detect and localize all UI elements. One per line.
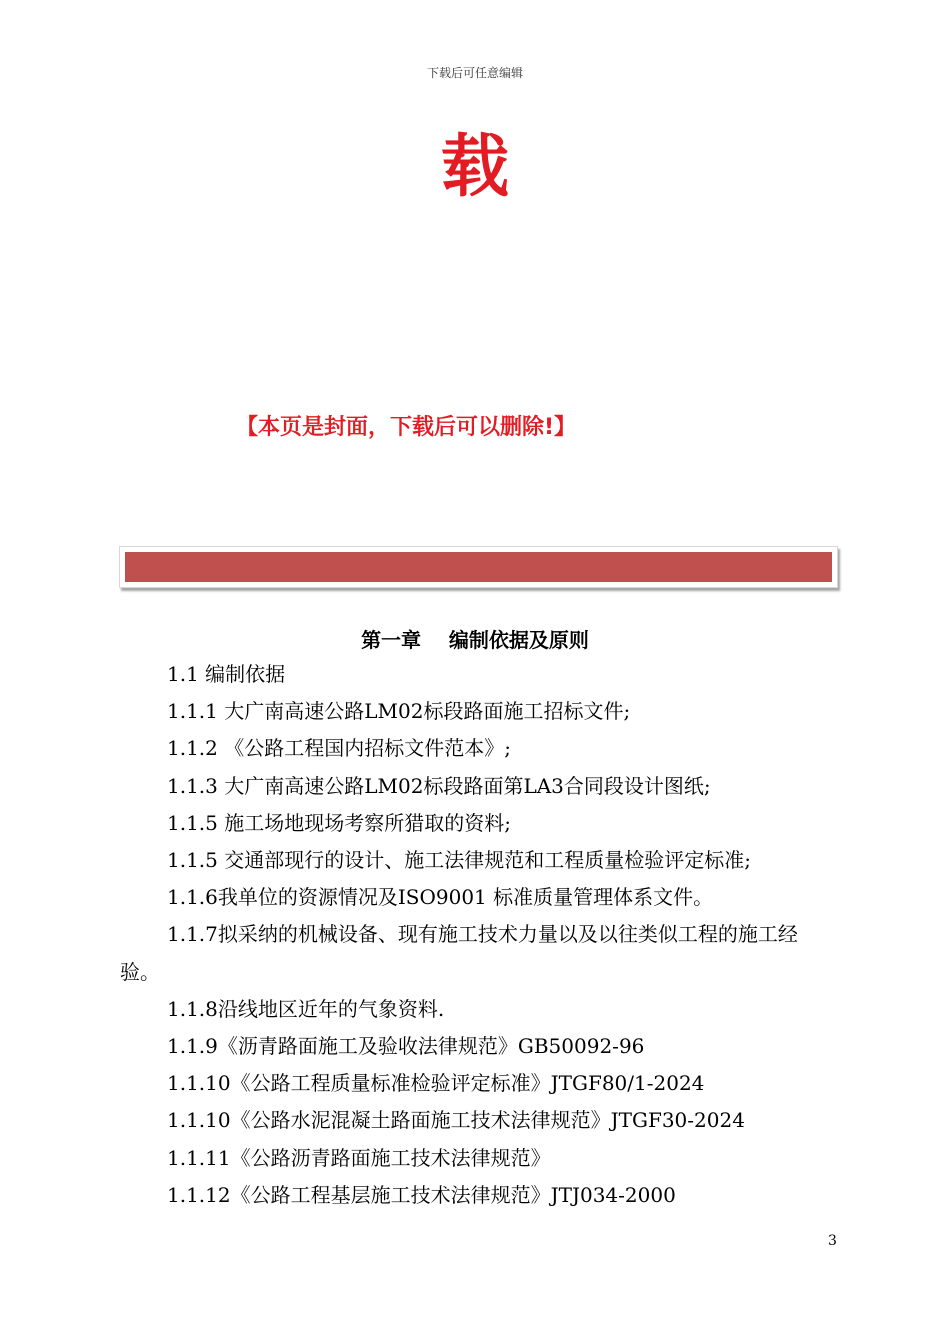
paragraph: 1.1.3 大广南高速公路LM02标段路面第LA3合同段设计图纸; <box>167 773 711 798</box>
paragraph: 1.1.5 交通部现行的设计、施工法律规范和工程质量检验评定标准; <box>167 848 751 873</box>
paragraph: 1.1.2 《公路工程国内招标文件范本》; <box>167 736 511 761</box>
document-body <box>120 656 825 1214</box>
paragraph: 1.1.7拟采纳的机械设备、现有施工技术力量以及以往类似工程的施工经验。 <box>120 922 798 984</box>
page-number: 3 <box>828 1233 837 1249</box>
paragraph: 1.1 编制依据 <box>167 662 286 686</box>
paragraph: 1.1.11《公路沥青路面施工技术法律规范》 <box>167 1145 551 1170</box>
paragraph: 1.1.10《公路水泥混凝土路面施工技术法律规范》JTGF30-2024 <box>167 1108 745 1133</box>
cover-note: 【本页是封面，下载后可以删除!】 <box>236 415 577 440</box>
chapter-title: 第一章 编制依据及原则 <box>361 628 589 652</box>
decorative-banner <box>119 546 838 588</box>
paragraph: 1.1.8沿线地区近年的气象资料. <box>167 996 445 1021</box>
paragraph: 1.1.6我单位的资源情况及ISO9001 标准质量管理体系文件。 <box>167 885 714 910</box>
banner-fill <box>125 552 832 582</box>
paragraph: 1.1.1 大广南高速公路LM02标段路面施工招标文件; <box>167 699 631 724</box>
paragraph: 1.1.9《沥青路面施工及验收法律规范》GB50092-96 <box>167 1034 645 1059</box>
paragraph: 1.1.12《公路工程基层施工技术法律规范》JTJ034-2000 <box>167 1182 676 1207</box>
paragraph: 1.1.10《公路工程质量标准检验评定标准》JTGF80/1-2024 <box>167 1071 705 1096</box>
page-header: 下载后可任意编辑 <box>426 66 523 80</box>
cover-big-character: 载 <box>440 128 509 207</box>
paragraph: 1.1.5 施工场地现场考察所猎取的资料; <box>167 810 511 835</box>
